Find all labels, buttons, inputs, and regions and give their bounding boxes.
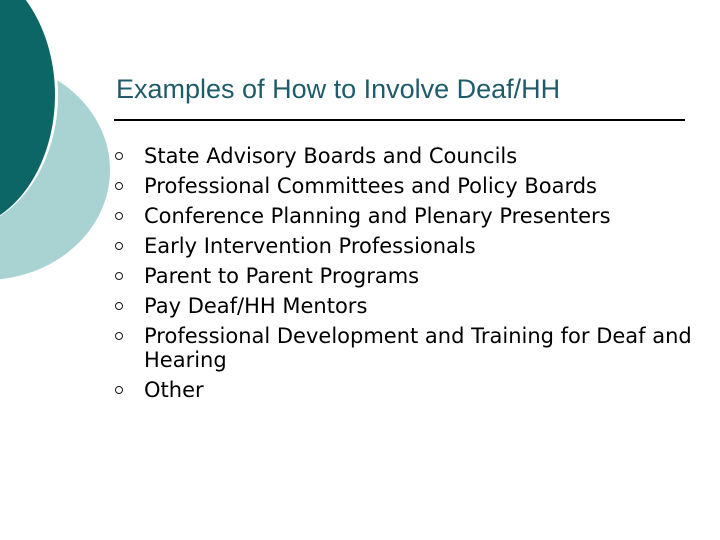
bullet-item (115, 144, 695, 168)
bullet-item (115, 174, 695, 198)
title-divider (114, 119, 685, 121)
bullet-circle-icon (115, 242, 123, 250)
bullet-circle-icon (115, 386, 123, 394)
bullet-item (115, 324, 695, 372)
bullet-text: Early Intervention Professionals (144, 234, 476, 258)
bullet-text: Other (144, 378, 204, 402)
bullet-item (115, 234, 695, 258)
bullet-circle-icon (115, 182, 123, 190)
bullet-text: State Advisory Boards and Councils (144, 144, 518, 168)
bullet-text: Parent to Parent Programs (144, 264, 420, 288)
bullet-circle-icon (115, 332, 123, 340)
bullet-item (115, 204, 695, 228)
bullet-text: Pay Deaf/HH Mentors (144, 294, 368, 318)
bullet-text: Conference Planning and Plenary Presenters (144, 204, 611, 228)
bullet-item (115, 264, 695, 288)
bullet-circle-icon (115, 152, 123, 160)
bullet-text: Professional Development and Training for Deaf and Hearing (144, 324, 692, 372)
bullet-item (115, 378, 695, 402)
bullet-text: Professional Committees and Policy Boards (144, 174, 597, 198)
bullet-circle-icon (115, 212, 123, 220)
bullet-circle-icon (115, 302, 123, 310)
bullet-item (115, 294, 695, 318)
bullet-list (115, 144, 695, 408)
bullet-circle-icon (115, 272, 123, 280)
slide-title: Examples of How to Involve Deaf/HH (116, 74, 561, 104)
